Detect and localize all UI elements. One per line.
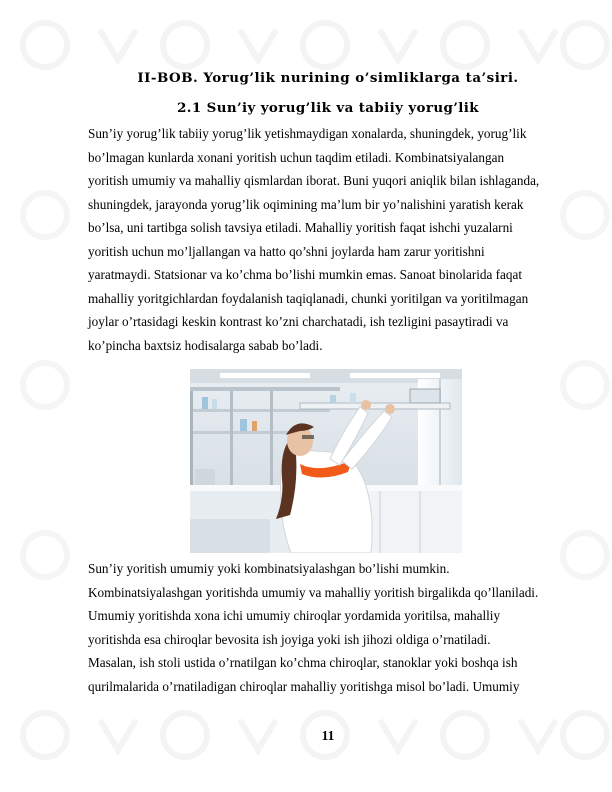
text-line: yaratmaydi. Statsionar va ko’chma bo’lishi mumkin emas. Sanoat binolarida faqat (88, 267, 522, 282)
paragraph-lighting-types (88, 557, 572, 698)
text-line: Masalan, ish stoli ustida o’rnatilgan ko’chma chiroqlar, stanoklar yoki boshqa ish (88, 655, 518, 670)
text-line: Umumiy yoritishda xona ichi umumiy chiroqlar yordamida yoritilsa, mahalliy (88, 608, 501, 623)
paragraph-intro (88, 122, 572, 357)
text-line: bo’lsa, uni tartibga solish tavsiya etiladi. Mahalliy yoritish faqat ishchi yuzalarni (88, 220, 513, 235)
page-number: 11 (321, 728, 335, 743)
laboratory-photo (190, 369, 462, 553)
text-line: yoritish umumiy va mahalliy qismlardan iborat. Buni yuqori aniqlik bilan ishlaganda, (88, 173, 540, 188)
text-line: joylar o’rtasidagi keskin kontrast ko’zni charchatadi, ish tezligini pasaytiradi va (88, 314, 509, 329)
text-line: bo’lmagan kunlarda xonani yoritish uchun taqdim etiladi. Kombinatsiyalangan (88, 149, 505, 165)
text-line: Sun’iy yorug’lik tabiiy yorug’lik yetishmaydigan xonalarda, shuningdek, yorug’lik (88, 126, 527, 141)
text-line: Sun’iy yoritish umumiy yoki kombinatsiyalashgan bo’lishi mumkin. (88, 561, 450, 576)
text-line: mahalliy yoritgichlardan foydalanish taqiqlanadi, chunki yoritilgan va yoritilmagan (88, 290, 529, 306)
text-line: shuningdek, jarayonda yorug’lik oqimining ma’lum bir yo’nalishini yaratish kerak (88, 196, 524, 212)
text-line: ko’pincha baxtsiz hodisalarga sabab bo’ladi. (88, 337, 323, 353)
text-line: qurilmalarida o’rnatiladigan chiroqlar mahalliy yoritishga misol bo’ladi. Umumiy (88, 678, 520, 694)
chapter-title: II-BOB. Yorug’lik nurining o’simliklarga ta’siri. (137, 70, 519, 86)
text-line: yoritish uchun mo’ljallangan va hatto qo’shni joylarda ham zarur yoritishni (88, 243, 485, 259)
text-line: yoritishda esa chiroqlar bevosita ish joyiga yoki ish jihozi oldiga o’rnatiladi. (88, 631, 491, 647)
section-title: 2.1 Sun’iy yorug’lik va tabiiy yorug’lik (177, 100, 479, 116)
text-line: Kombinatsiyalashgan yoritishda umumiy va mahalliy yoritish birgalikda qo’llaniladi. (88, 584, 539, 600)
